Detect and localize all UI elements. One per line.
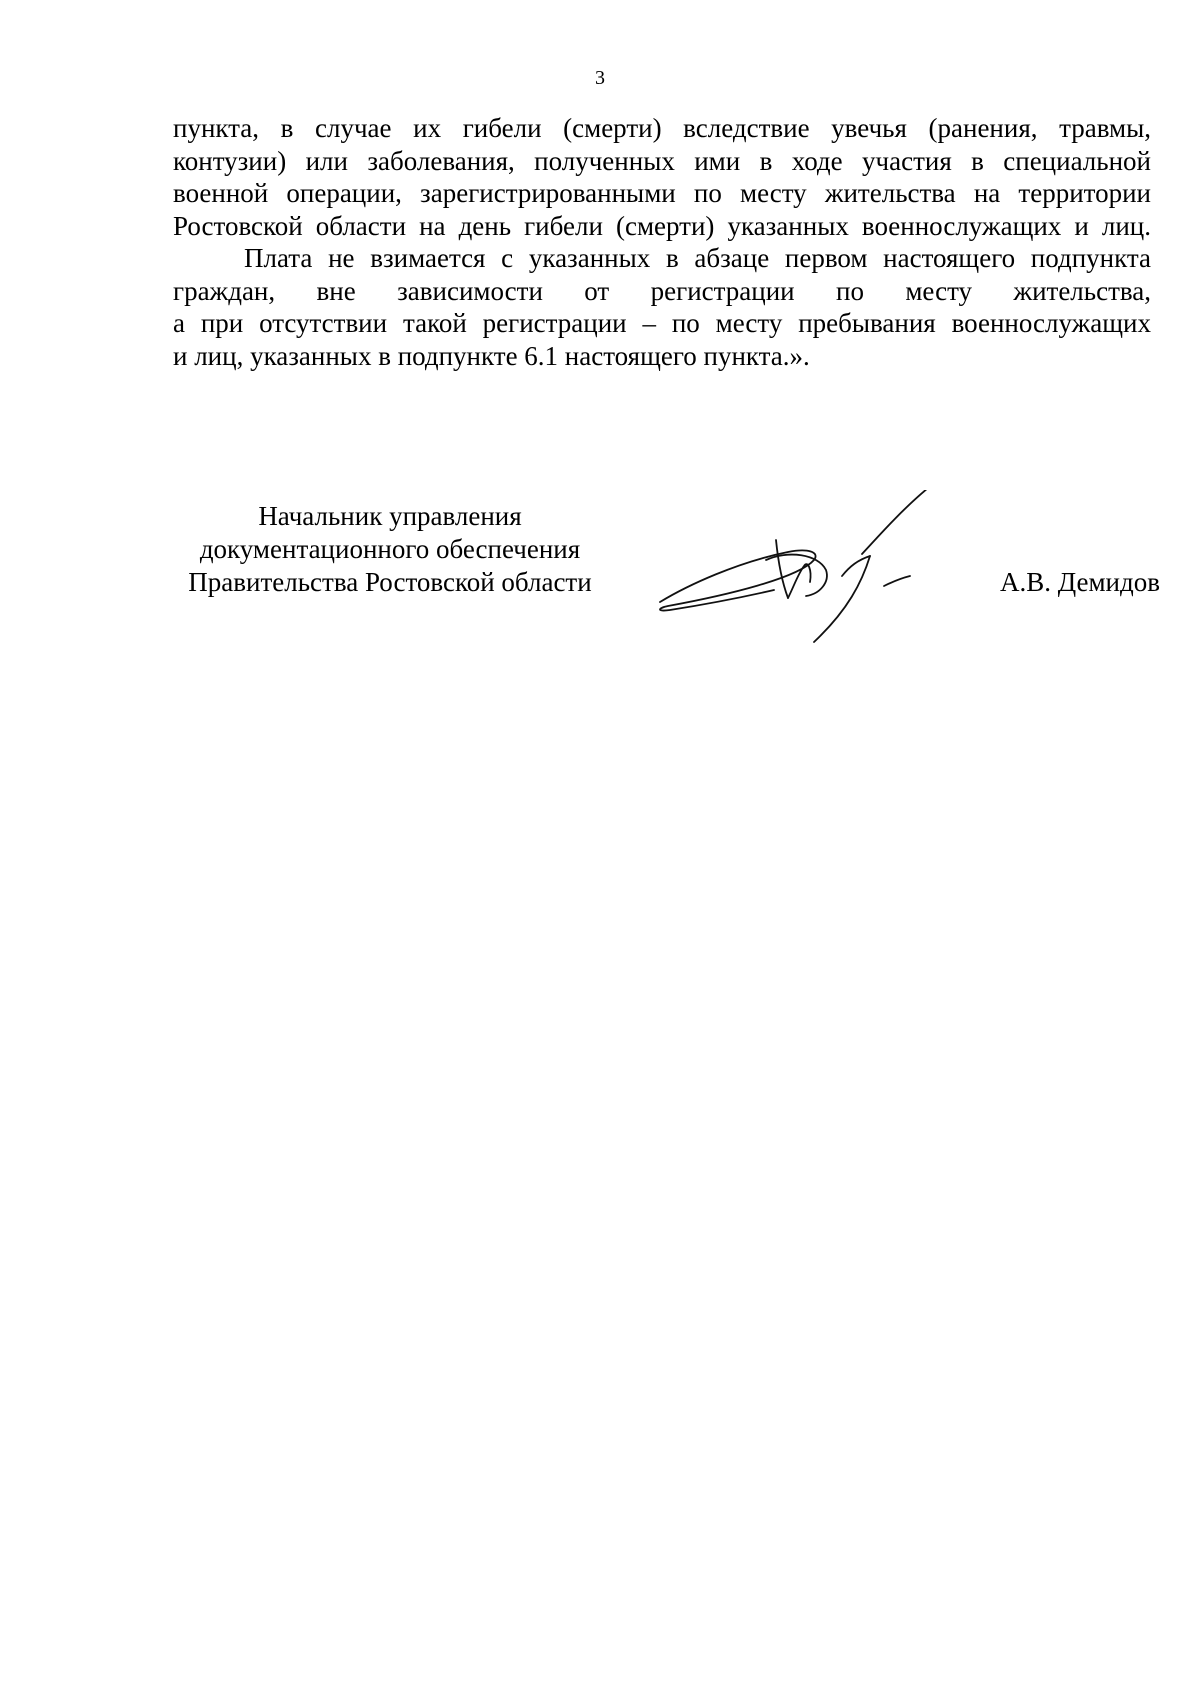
- text-line: Ростовской области на день гибели (смерти) указанных военнослужащих и лиц.: [173, 210, 1151, 241]
- text-line: и лиц, указанных в подпункте 6.1 настоящего пункта.».: [173, 340, 810, 371]
- signer-name: А.В. Демидов: [999, 567, 1160, 597]
- signature-block: [170, 500, 1160, 660]
- text-line: Плата не взимается с указанных в абзаце первом настоящего подпункта: [244, 243, 1151, 273]
- position-line: документационного обеспечения: [199, 534, 581, 564]
- position-line: Правительства Ростовской области: [188, 567, 592, 597]
- text-line: военной операции, зарегистрированными по месту жительства на территории: [173, 178, 1151, 208]
- position-title: [170, 500, 610, 599]
- paragraph: [173, 242, 1151, 372]
- text-line: граждан, вне зависимости от регистрации по месту жительства,: [173, 275, 1151, 306]
- text-line: контузии) или заболевания, полученных ими в ходе участия в специальной: [173, 145, 1151, 176]
- page-number: 3: [595, 67, 605, 89]
- document-body: [173, 112, 1151, 372]
- handwritten-signature: [648, 490, 948, 650]
- position-line: Начальник управления: [258, 501, 522, 531]
- text-line: а при отсутствии такой регистрации – по месту пребывания военнослужащих: [173, 308, 1151, 338]
- paragraph: [173, 112, 1151, 242]
- text-line: пункта, в случае их гибели (смерти) вследствие увечья (ранения, травмы,: [173, 113, 1151, 143]
